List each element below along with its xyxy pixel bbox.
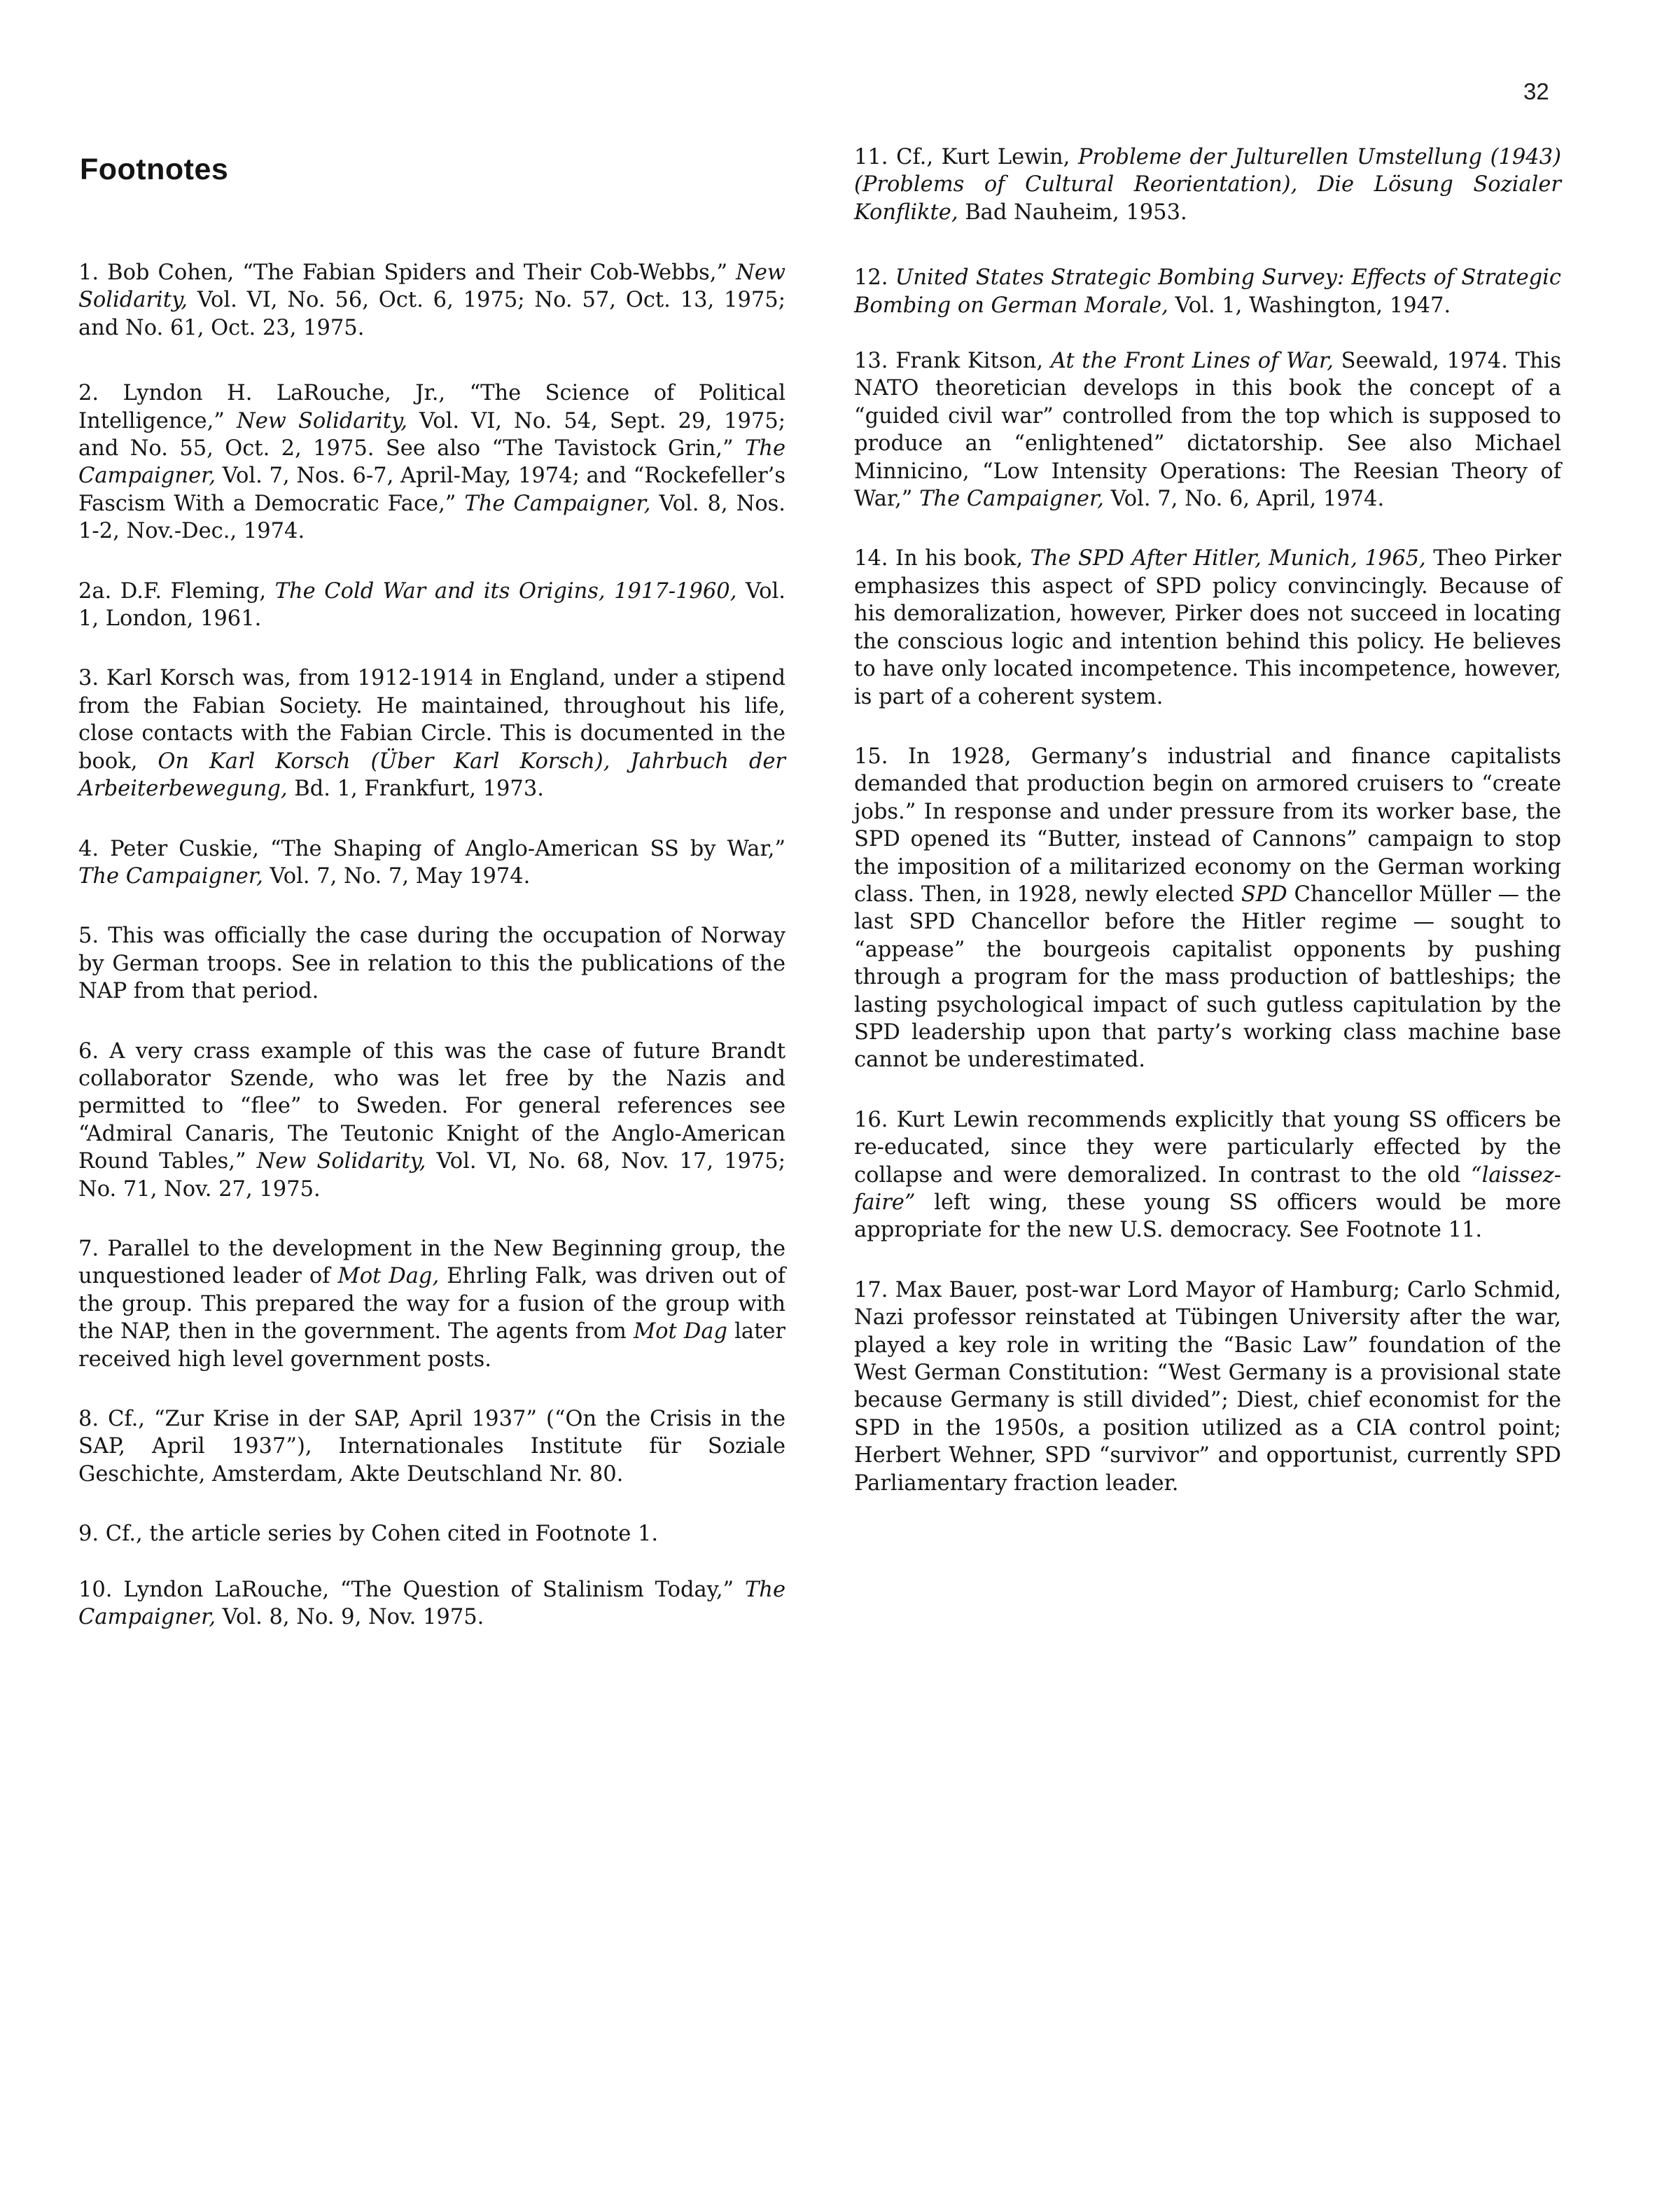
page-number: 32 xyxy=(1523,78,1549,104)
footnote-16-text: 16. Kurt Lewin recommends explicitly that young SS officers be re-educated, since they were particularly effected by the collapse and were demoralized. In contrast to the old xyxy=(854,1107,1561,1188)
footnote-3-text-end: Bd. 1, Frankfurt, 1973. xyxy=(287,777,544,802)
footnote-15 xyxy=(854,743,1561,1074)
footnote-2a-source: The Cold War and its Origins, 1917-1960, xyxy=(274,578,737,604)
footnote-5 xyxy=(78,922,785,1005)
footnote-13-source: At the Front Lines of War, xyxy=(1050,349,1334,374)
footnote-3 xyxy=(78,665,785,802)
footnote-6-text: 6. A very crass example of this was the case of future Brandt collaborator Szende, who was let free by the Nazis and permitted to “flee” to Sweden. For general references see “Admiral Canaris, The Teutonic Knight of the Anglo-American Round Tables,” xyxy=(78,1038,785,1174)
footnote-1 xyxy=(78,259,785,342)
footnote-7-source-2: Mot Dag xyxy=(633,1319,728,1344)
footnote-14-source: The SPD After Hitler, Munich, 1965, xyxy=(1030,546,1426,571)
footnote-13 xyxy=(854,347,1561,513)
footnote-2-source-2: The Campaigner, xyxy=(78,436,785,489)
footnote-14-text: 14. In his book, xyxy=(854,546,1031,571)
footnote-16 xyxy=(854,1106,1561,1244)
footnote-14-text-end: Theo Pirker emphasizes this aspect of SPD policy convincingly. Because of his demoralization, however, Pirker does not succeed in locating the conscious logic and intention behind this policy. He believes to have only located incompetence. This incompetence, however, is part of a coherent system. xyxy=(854,546,1562,709)
footnote-15-party: SPD xyxy=(1241,882,1287,907)
footnotes-heading: Footnotes xyxy=(80,153,229,186)
footnote-1-text: 1. Bob Cohen, “The Fabian Spiders and Their Cob-Webbs,” xyxy=(78,260,736,285)
footnote-6 xyxy=(78,1038,785,1203)
footnote-7-text-end: later received high level government posts. xyxy=(78,1319,785,1372)
footnote-11-text: 11. Cf., Kurt Lewin, xyxy=(854,145,1078,169)
footnote-7-text: 7. Parallel to the development in the New Beginning group, the unquestioned leader of xyxy=(78,1236,785,1289)
footnote-11-text-end: Bad Nauheim, 1953. xyxy=(958,200,1187,225)
footnote-1-text-end: Vol. VI, No. 56, Oct. 6, 1975; No. 57, Oct. 13, 1975; and No. 61, Oct. 23, 1975. xyxy=(78,288,785,340)
footnote-6-source: New Solidarity, xyxy=(256,1149,426,1174)
footnote-5-text: 5. This was officially the case during the occupation of Norway by German troops. See in relation to this the publications of the NAP from that period. xyxy=(78,924,785,1004)
footnote-11-source: Probleme der Julturellen Umstellung (1943) (Problems of Cultural Reorientation), Die Lösung Sozialer Konflikte, xyxy=(854,145,1561,225)
footnote-2 xyxy=(78,380,785,545)
footnote-14 xyxy=(854,545,1561,710)
footnote-12-source: United States Strategic Bombing Survey: Effects of Strategic Bombing on German Morale, xyxy=(854,265,1562,318)
footnote-3-text: 3. Karl Korsch was, from 1912-1914 in England, under a stipend from the Fabian Society. He maintained, throughout his life, close contacts with the Fabian Circle. This is documented in the book, xyxy=(78,666,785,774)
footnote-9-text: 9. Cf., the article series by Cohen cited in Footnote 1. xyxy=(78,1522,659,1547)
footnote-2a-text-end: Vol. 1, London, 1961. xyxy=(78,578,785,632)
footnote-2-text: 2. Lyndon H. LaRouche, Jr., “The Science of Political Intelligence,” xyxy=(78,381,785,433)
footnote-15-text: 15. In 1928, Germany’s industrial and finance capitalists demanded that production begin on armored cruisers to “create jobs.” In response and under pressure from its worker base, the SPD opened its “Butter, instead of Cannons” campaign to stop the imposition of a militarized economy on the German working class. Then, in 1928, newly elected xyxy=(854,744,1561,907)
footnote-13-text-end: Vol. 7, No. 6, April, 1974. xyxy=(1103,487,1385,512)
footnote-4-text: 4. Peter Cuskie, “The Shaping of Anglo-American SS by War,” xyxy=(78,836,785,861)
footnote-2-text-mid-2: Vol. 7, Nos. 6-7, April-May, 1974; and “Rockefeller’s Fascism With a Democratic Face,” xyxy=(78,464,785,516)
footnote-12 xyxy=(854,264,1561,319)
footnote-2-text-end: Vol. 8, Nos. 1-2, Nov.-Dec., 1974. xyxy=(78,491,785,544)
footnote-10-text: 10. Lyndon LaRouche, “The Question of Stalinism Today,” xyxy=(78,1577,745,1602)
footnote-13-text: 13. Frank Kitson, xyxy=(854,349,1051,374)
footnote-2a xyxy=(78,578,785,633)
footnote-17-text: 17. Max Bauer, post-war Lord Mayor of Hamburg; Carlo Schmid, Nazi professor reinstated at Tübingen University after the war, played a key role in writing the “Basic Law” foundation of the West German Constitution: “West Germany is a provisional state because Germany is still divided”; Diest, chief economist for the SPD in the 1950s, a position utilized as a CIA control point; Herbert Wehner, SPD “survivor” and opportunist, currently SPD Parliamentary fraction leader. xyxy=(854,1277,1561,1496)
footnote-17 xyxy=(854,1277,1561,1497)
footnote-4 xyxy=(78,835,785,891)
footnote-16-term: “laissez-faire” xyxy=(854,1162,1561,1215)
footnote-4-text-end: Vol. 7, No. 7, May 1974. xyxy=(263,863,531,889)
footnote-2a-text: 2a. D.F. Fleming, xyxy=(78,578,275,604)
footnote-12-text-end: Vol. 1, Washington, 1947. xyxy=(1168,293,1451,318)
footnote-8 xyxy=(78,1405,785,1488)
footnote-10-text-end: Vol. 8, No. 9, Nov. 1975. xyxy=(216,1605,484,1630)
footnote-10 xyxy=(78,1576,785,1632)
footnote-12-text: 12. xyxy=(854,265,895,291)
footnote-15-text-end: Chancellor Müller — the last SPD Chancellor before the Hitler regime — sought to “appease” the bourgeois capitalist opponents by pushing through a program for the mass production of battleships; the lasting psychological impact of such gutless capitulation by the SPD leadership upon that party’s working class machine base cannot be underestimated. xyxy=(854,882,1561,1073)
footnote-2-source-3: The Campaigner, xyxy=(464,491,651,516)
footnote-7-text-mid: Ehrling Falk, was driven out of the group. This prepared the way for a fusion of the group with the NAP, then in the government. The agents from xyxy=(78,1264,785,1344)
footnote-1-source: New Solidarity, xyxy=(78,260,785,313)
footnote-7 xyxy=(78,1235,785,1373)
footnote-10-source: The Campaigner, xyxy=(78,1577,785,1630)
footnote-16-text-end: left wing, these young SS officers would be more appropriate for the new U.S. democracy. See Footnote 11. xyxy=(854,1190,1561,1243)
footnote-7-source: Mot Dag, xyxy=(337,1264,440,1289)
footnote-3-source: On Karl Korsch (Über Karl Korsch), Jahrbuch der Arbeiterbewegung, xyxy=(78,749,785,802)
left-column xyxy=(78,259,785,1631)
footnote-8-text: 8. Cf., “Zur Krise in der SAP, April 1937” (“On the Crisis in the SAP, April 1937”), Internationales Institute für Soziale Geschichte, Amsterdam, Akte Deutschland Nr. 80. xyxy=(78,1407,785,1487)
footnote-13-text-mid: Seewald, 1974. This NATO theoretician develops in this book the concept of a “guided civil war” controlled from the top which is supposed to produce an “enlightened” dictatorship. See also Michael Minnicino, “Low Intensity Operations: The Reesian Theory of War,” xyxy=(854,349,1561,512)
footnote-4-source: The Campaigner, xyxy=(78,863,263,889)
footnote-6-text-end: Vol. VI, No. 68, Nov. 17, 1975; No. 71, Nov. 27, 1975. xyxy=(78,1149,785,1202)
footnote-11 xyxy=(854,144,1561,226)
footnote-9 xyxy=(78,1520,785,1547)
right-column xyxy=(854,144,1561,1497)
footnote-2-source: New Solidarity, xyxy=(237,408,407,433)
footnote-2-text-mid: Vol. VI, No. 54, Sept. 29, 1975; and No. 55, Oct. 2, 1975. See also “The Tavistock Grin,” xyxy=(78,408,786,461)
footnote-13-source-2: The Campaigner, xyxy=(919,487,1104,512)
